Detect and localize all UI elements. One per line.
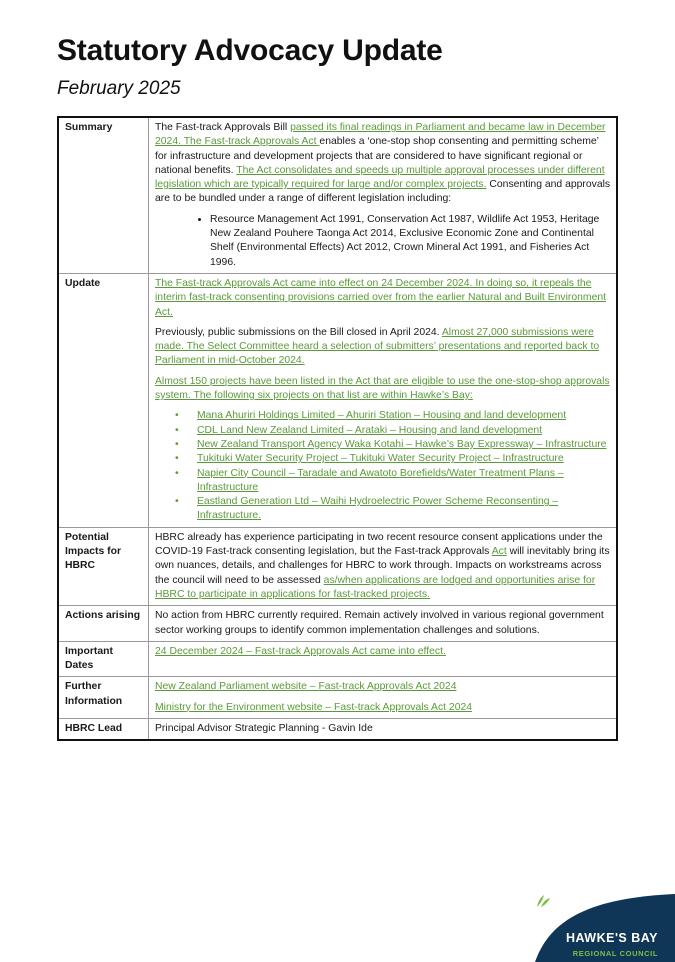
- project-link[interactable]: Eastland Generation Ltd – Waihi Hydroelectric Power Scheme Reconsenting – Infrastructure.: [197, 496, 559, 522]
- table-row-dates: [58, 641, 617, 677]
- table-row-summary: [58, 117, 617, 273]
- update-link-submissions[interactable]: Almost 27,000 submissions were made. The Select Committee heard a selection of submitters’ presentations and reported back to Parliament in mid-October 2024.: [155, 326, 600, 367]
- table-row-actions: [58, 606, 617, 642]
- logo-subtitle: REGIONAL COUNCIL: [572, 949, 658, 958]
- parliament-website-link[interactable]: New Zealand Parliament website – Fast-track Approvals Act 2024: [155, 681, 457, 693]
- row-label-actions: Actions arising: [58, 606, 149, 642]
- project-item: [197, 467, 611, 496]
- dates-paragraph: [155, 645, 611, 659]
- summary-link-consolidates[interactable]: The Act consolidates and speeds up multiple approval processes under different legislation which are typically required for large and/or complex projects.: [155, 164, 605, 191]
- row-content-summary: [149, 117, 618, 273]
- summary-text: enables a ‘one-stop shop consenting and permitting scheme’ for infrastructure and development projects that are considered to have significant regional or national benefits.: [155, 136, 599, 176]
- legislation-list: [155, 213, 611, 270]
- impacts-link-act[interactable]: Act: [491, 546, 507, 558]
- project-item: [197, 409, 611, 423]
- dates-link[interactable]: 24 December 2024 – Fast-track Approvals Act came into effect.: [155, 645, 446, 657]
- table-row-further: [58, 677, 617, 719]
- update-table: [57, 116, 618, 741]
- further-paragraph-1: [155, 680, 611, 694]
- project-item: [197, 424, 611, 438]
- table-row-lead: [58, 718, 617, 740]
- update-paragraph-1: [155, 277, 611, 320]
- page-title: Statutory Advocacy Update: [57, 34, 443, 67]
- actions-text: No action from HBRC currently required. Remain actively involved in various regional government sector working groups to identify common implementation challenges and solutions.: [155, 610, 604, 636]
- summary-text: The Fast-track Approvals Bill: [155, 122, 291, 133]
- project-item: [197, 438, 611, 452]
- update-paragraph-2: [155, 326, 611, 369]
- mfe-website-link[interactable]: Ministry for the Environment website – Fast-track Approvals Act 2024: [155, 701, 473, 713]
- summary-text: Consenting and approvals are to be bundled under a range of different legislation including:: [155, 179, 611, 205]
- leaf-icon: [535, 894, 551, 908]
- page-subtitle: February 2025: [57, 78, 181, 99]
- table-row-update: [58, 273, 617, 527]
- projects-list: [155, 409, 611, 523]
- row-label-further: Further Information: [58, 677, 149, 719]
- lead-text: Principal Advisor Strategic Planning - Gavin Ide: [155, 722, 373, 734]
- hbrc-logo: [535, 894, 675, 962]
- row-content-further: [149, 677, 618, 719]
- update-link-projects[interactable]: Almost 150 projects have been listed in the Act that are eligible to use the one-stop-shop approvals system. The following six projects on that list are within Hawke’s Bay:: [155, 375, 610, 402]
- logo-name: HAWKE'S BAY: [565, 931, 658, 945]
- row-content-update: [149, 273, 618, 527]
- project-link[interactable]: Mana Ahuriri Holdings Limited – Ahuriri Station – Housing and land development: [197, 410, 567, 422]
- impacts-paragraph: [155, 531, 611, 602]
- update-text: Previously, public submissions on the Bill closed in April 2024.: [155, 326, 442, 338]
- row-label-impacts: Potential Impacts for HBRC: [58, 527, 149, 605]
- row-content-lead: [149, 718, 618, 740]
- row-content-impacts: [149, 527, 618, 605]
- project-link[interactable]: New Zealand Transport Agency Waka Kotahi – Hawke’s Bay Expressway – Infrastructure: [197, 438, 607, 450]
- impacts-text: HBRC already has experience participating in two recent resource consent applications under the COVID-19 Fast-track consenting legislation, but the Fast-track Approvals: [155, 531, 603, 558]
- row-content-dates: [149, 641, 618, 677]
- summary-paragraph: [155, 121, 611, 207]
- row-label-lead: HBRC Lead: [58, 718, 149, 740]
- row-label-update: Update: [58, 273, 149, 527]
- table-row-impacts: [58, 527, 617, 605]
- further-paragraph-2: [155, 701, 611, 715]
- update-paragraph-3: [155, 375, 611, 404]
- row-label-dates: Important Dates: [58, 641, 149, 677]
- project-item: [197, 452, 611, 466]
- project-item: [197, 495, 611, 524]
- row-content-actions: [149, 606, 618, 642]
- update-link-effect[interactable]: The Fast-track Approvals Act came into effect on 24 December 2024. In doing so, it repeals the interim fast-track consenting provisions carried over from the earlier Natural and Built Environment Act.: [155, 277, 607, 318]
- impacts-link-applications[interactable]: as/when applications are lodged and opportunities arise for HBRC to participate in applications for fast-tracked projects.: [155, 574, 596, 600]
- row-label-summary: Summary: [58, 117, 149, 273]
- summary-link-law[interactable]: passed its final readings in Parliament and became law in December 2024. The Fast-track Approvals Act: [155, 122, 606, 148]
- project-link[interactable]: Tukituki Water Security Project – Tukituki Water Security Project – Infrastructure: [197, 453, 564, 465]
- project-link[interactable]: Napier City Council – Taradale and Awatoto Borefields/Water Treatment Plans – Infrastructure: [197, 467, 564, 493]
- impacts-text: will inevitably bring its own nuances, details, and challenges for HBRC to work through. Impacts on workstreams across the council will need to be assessed: [155, 546, 610, 586]
- project-link[interactable]: CDL Land New Zealand Limited – Arataki – Housing and land development: [197, 424, 543, 436]
- legislation-item: • Resource Management Act 1991, Conservation Act 1987, Wildlife Act 1953, Heritage New Zealand Pouhere Taonga Act 2014, Exclusive Economic Zone and Continental Shelf (Environmental Effects) Act 2012, Crown Mineral Act 1991, and Fisheries Act 1996.: [210, 213, 611, 270]
